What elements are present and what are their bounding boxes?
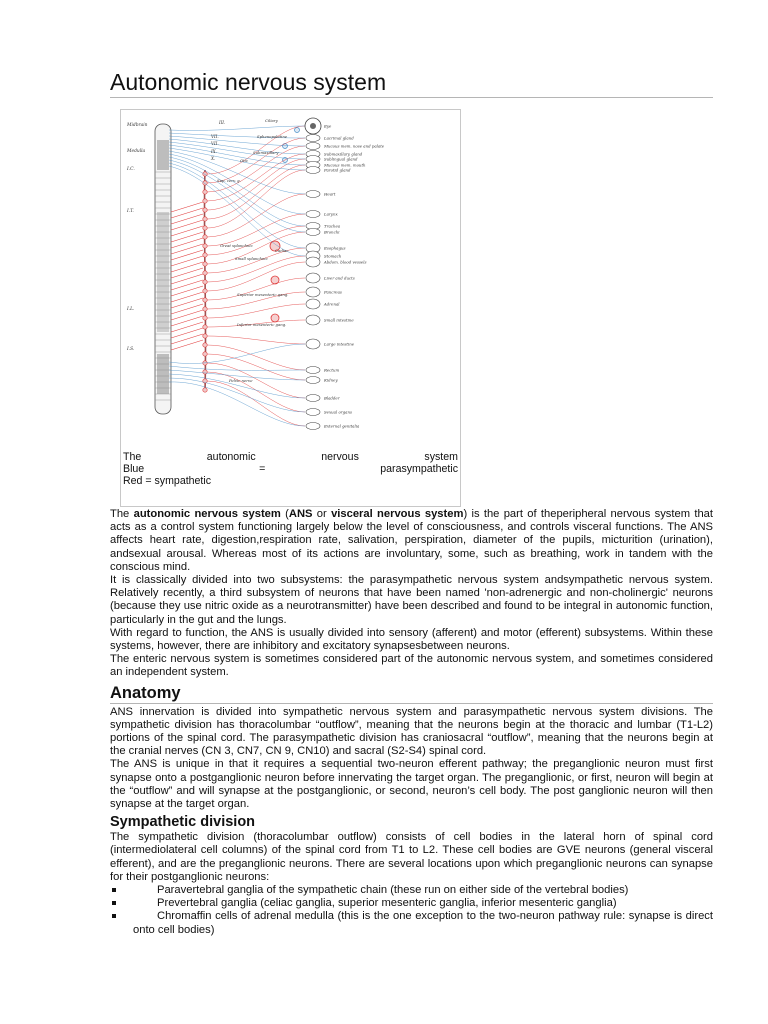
chain-ganglion: [203, 307, 207, 311]
organ-shape: [306, 339, 320, 349]
sympathetic-fibre: [207, 214, 305, 246]
organ-shape: [306, 273, 320, 283]
region-label: I.C.: [127, 167, 135, 172]
organ-label: Sublingual gland: [324, 156, 358, 162]
intro-paragraph-3: With regard to function, the ANS is usually divided into sensory (afferent) and motor (efferent) subsystems. Within these systems, however, there are inhibitory and excitatory synapsesbetween neurons.: [110, 626, 713, 653]
sympathetic-outflow-line: [171, 220, 203, 230]
organ-label: Pancreas: [324, 289, 342, 295]
sympathetic-outflow-line: [171, 310, 203, 320]
organ-label: Small intestine: [324, 317, 354, 323]
chain-ganglion: [203, 370, 207, 374]
sympathetic-outflow-line: [171, 322, 203, 332]
organ-shape: [306, 377, 320, 384]
cranial-nerve-label: VII.: [211, 134, 219, 139]
sphenopalatine-ganglion: [283, 144, 288, 149]
sympathetic-fibre: [207, 138, 305, 183]
sympathetic-paragraph-1: The sympathetic division (thoracolumbar outflow) consists of cell bodies in the lateral horn of spinal cord (intermediolateral cell columns) of the spinal cord from T1 to L2. These cell bodies are GVE neurons (general visceral efferent), and are the preganglionic neurons. There are several locations upon which preganglionic neurons can synapse for their postganglionic neurons:: [110, 831, 713, 883]
sympathetic-outflow-line: [171, 286, 203, 296]
ciliary-ganglion: [295, 128, 300, 133]
region-label: I.S.: [127, 347, 135, 352]
chain-ganglion: [203, 343, 207, 347]
organ-shape: [306, 167, 320, 174]
sympathetic-outflow-line: [171, 244, 203, 254]
ganglion-label: Inferior mesenteric gang.: [237, 322, 287, 327]
chain-ganglion: [203, 352, 207, 356]
intro-text-run: or: [312, 508, 332, 520]
sympathetic-outflow-line: [171, 280, 203, 290]
organ-label: Trachea: [324, 223, 341, 229]
intro-text-run: ) is the part of theperipheral nervous system that acts as a control system functioning largely below the level of consciousness, and controls visceral functions. The ANS affects heart rate, digestion,respiration rate, salivation, perspiration, diameter of the pupils, micturition (urination), andsexual arousal. Whereas most of its actions are involuntary, some, such as breathing, work in tandem with the conscious mind.: [110, 508, 714, 573]
organ-label: Stomach: [324, 253, 342, 259]
organ-label: Esophagus: [324, 245, 346, 251]
chain-ganglion: [203, 325, 207, 329]
organ-shape: [306, 257, 320, 267]
sympathetic-outflow-line: [171, 340, 203, 350]
chain-ganglion: [203, 262, 207, 266]
intro-text-run: The: [110, 508, 134, 520]
organ-label: Larynx: [324, 211, 338, 217]
sympathetic-outflow-line: [171, 262, 203, 272]
organ-label: Abdom. blood vessels: [324, 259, 367, 265]
cranial-nerve-label: X.: [211, 156, 216, 161]
sympathetic-outflow-line: [171, 208, 203, 218]
ganglion-label: Cœliac: [275, 248, 289, 253]
list-item: Paravertebral ganglia of the sympathetic chain (these run on either side of the vertebral bodies): [110, 884, 713, 897]
caption-word: =: [259, 463, 266, 475]
sympathetic-outflow-line: [171, 328, 203, 338]
chain-ganglion: [203, 208, 207, 212]
ganglion-label: Great splanchnic: [220, 243, 253, 248]
intro-text-run: (: [280, 508, 289, 520]
intro-paragraph-2: It is classically divided into two subsystems: the parasympathetic nervous system andsympathetic nervous system. Relatively recently, a third subsystem of neurons that have been named 'non-adrenergic and non-cholinergic' neurons (because they use nitric oxide as a neurotransmitter) have been described and found to be integral in autonomic function, particularly in the gut and the lungs.: [110, 574, 713, 626]
page-title: Autonomic nervous system: [110, 68, 713, 98]
chain-ganglion: [203, 280, 207, 284]
chain-ganglion: [203, 289, 207, 293]
list-item: Chromaffin cells of adrenal medulla (this is the one exception to the two-neuron pathway rule: synapse is direct onto cell bodies): [110, 910, 713, 936]
chain-ganglion: [203, 271, 207, 275]
sympathetic-outflow-line: [171, 274, 203, 284]
chain-ganglion: [203, 217, 207, 221]
sympathetic-fibre: [207, 194, 305, 237]
ganglion-label: Sphenopalatine: [257, 134, 288, 139]
ans-diagram: [125, 112, 456, 448]
caption-word: system: [424, 451, 458, 463]
sympathetic-outflow-line: [171, 250, 203, 260]
parasympathetic-fibre: [169, 344, 305, 364]
ganglion-label: Submaxillary: [253, 150, 279, 155]
sympathetic-fibre: [207, 336, 305, 344]
chain-ganglion: [203, 199, 207, 203]
cranial-nerve-label: IX.: [211, 149, 217, 154]
organ-label: Adrenal: [324, 301, 340, 307]
ganglion-label: Otic: [240, 158, 248, 163]
sympathetic-fibre: [207, 381, 305, 426]
caption-line-3: Red = sympathetic: [123, 475, 212, 487]
anatomy-heading: Anatomy: [110, 684, 713, 704]
anatomy-paragraph-1: ANS innervation is divided into sympathetic nervous system and parasympathetic nervous system divisions. The sympathetic division has thoracolumbar “outflow”, meaning that the neurons begin at the thoracic and lumbar (T1-L2) portions of the spinal cord. The parasympathetic division has craniosacral “outflow”, meaning that the neurons begin at the cranial nerves (CN 3, CN7, CN 9, CN10) and sacral (S2-S4) spinal cord.: [110, 705, 713, 758]
sympathetic-outflow-line: [171, 256, 203, 266]
chain-ganglion: [203, 244, 207, 248]
organ-label: Heart: [324, 191, 336, 197]
organ-label: Mucous mem. mouth: [324, 162, 366, 168]
chain-ganglion: [203, 334, 207, 338]
parasympathetic-fibre: [169, 126, 305, 130]
intro-paragraph-4: The enteric nervous system is sometimes considered part of the autonomic nervous system, and sometimes considered an independent system.: [110, 653, 713, 679]
organ-label: Rectum: [324, 367, 340, 373]
organ-shape: [306, 135, 320, 142]
organ-label: Liver and ducts: [324, 275, 355, 281]
organ-label: Bladder: [324, 395, 340, 401]
ganglion-label: Small splanchnic: [235, 256, 268, 261]
sympathetic-outflow-line: [171, 316, 203, 326]
caption-line-2: [123, 463, 458, 475]
ganglion-label: Ciliary: [265, 118, 278, 123]
chain-ganglion: [203, 190, 207, 194]
caption-word: Blue: [123, 463, 145, 475]
organ-shape: [306, 395, 320, 402]
organ-label: Lacrimal gland: [324, 135, 354, 141]
sympathetic-outflow-line: [171, 202, 203, 212]
sympathetic-fibre: [207, 262, 305, 291]
organ-shape: [306, 299, 320, 309]
parasympathetic-fibre: [169, 163, 305, 248]
organ-shape: [306, 287, 320, 297]
region-label: I.L.: [127, 307, 135, 312]
organ-label: Submaxillary gland: [324, 151, 363, 157]
intro-paragraph-1: [110, 508, 713, 574]
sympathetic-outflow-line: [171, 334, 203, 344]
figure-caption: [123, 451, 458, 487]
parasympathetic-fibre: [169, 382, 305, 426]
sympathetic-outflow-line: [171, 214, 203, 224]
organ-label: Parotid gland: [324, 167, 351, 173]
organ-shape: [306, 423, 320, 430]
ganglion-label: Sup. cerv. g.: [217, 178, 241, 183]
sympathetic-outflow-line: [171, 268, 203, 278]
sympathetic-outflow-line: [171, 304, 203, 314]
anatomy-paragraph-2: The ANS is unique in that it requires a sequential two-neuron efferent pathway; the preganglionic neuron must first synapse onto a postganglionic neuron before innervating the target organ. The preganglionic, or first, neuron will begin at the “outflow” and will synapse at the postganglionic, or second, neuron’s cell body. The post ganglionic neuron will then synapse at the target organ.: [110, 758, 713, 811]
caption-word: The: [123, 451, 142, 463]
organ-label: Eye: [324, 123, 332, 129]
region-label: Midbrain: [127, 123, 148, 128]
caption-word: autonomic: [206, 451, 256, 463]
organ-shape: [306, 409, 320, 416]
chain-ganglion: [203, 253, 207, 257]
organ-label: Mucous mem. nose and palate: [324, 143, 385, 149]
sympathetic-fibre: [207, 304, 305, 318]
sympathetic-fibre: [207, 345, 305, 370]
organ-shape: [306, 211, 320, 218]
sympathetic-fibre: [207, 226, 305, 255]
organ-label: Large intestine: [324, 341, 355, 347]
cervical-segment: [157, 140, 169, 170]
ganglia-location-list: [110, 884, 713, 937]
caption-line-1: [123, 451, 458, 463]
cranial-nerve-label: VII.: [211, 141, 219, 146]
organ-label: Bronchi: [324, 229, 340, 235]
ans-diagram-figure: [120, 109, 461, 507]
sympathetic-division-heading: Sympathetic division: [110, 814, 256, 831]
caption-word: parasympathetic: [380, 463, 458, 475]
region-label: Medulla: [127, 149, 146, 154]
organ-shape: [306, 315, 320, 325]
chain-ganglion: [203, 388, 207, 392]
organ-label: Sexual organs: [324, 409, 352, 415]
organ-shape: [306, 229, 320, 236]
eye-pupil: [310, 123, 316, 129]
organ-shape: [306, 143, 320, 150]
parasympathetic-fibre: [169, 160, 305, 232]
organ-label: External genitalia: [324, 423, 360, 429]
sympathetic-outflow-line: [171, 292, 203, 302]
sympathetic-outflow-line: [171, 232, 203, 242]
inferior-mesenteric-ganglion: [271, 314, 279, 322]
thoracic-segment: [157, 212, 169, 332]
bold-term: visceral nervous system: [331, 508, 464, 520]
sympathetic-fibre: [207, 354, 305, 380]
caption-word: nervous: [321, 451, 359, 463]
list-item: Prevertebral ganglia (celiac ganglia, superior mesenteric ganglia, inferior mesenteric ganglia): [110, 897, 713, 910]
organ-shape: [306, 191, 320, 198]
chain-ganglion: [203, 226, 207, 230]
sympathetic-outflow-line: [171, 226, 203, 236]
chain-ganglion: [203, 316, 207, 320]
organ-label: Kidney: [324, 377, 338, 383]
organ-shape: [306, 367, 320, 374]
cranial-nerve-label: III.: [219, 120, 226, 125]
chain-ganglion: [203, 235, 207, 239]
sympathetic-outflow-line: [171, 298, 203, 308]
ganglion-label: Pelvic nerve: [229, 378, 253, 383]
bold-term: ANS: [288, 508, 313, 520]
ganglion-label: Superior mesenteric gang.: [237, 292, 289, 297]
bold-term: autonomic nervous system: [133, 508, 281, 520]
region-label: I.T.: [127, 209, 134, 214]
chain-ganglion: [203, 298, 207, 302]
sympathetic-outflow-line: [171, 238, 203, 248]
article-body: [110, 508, 713, 937]
